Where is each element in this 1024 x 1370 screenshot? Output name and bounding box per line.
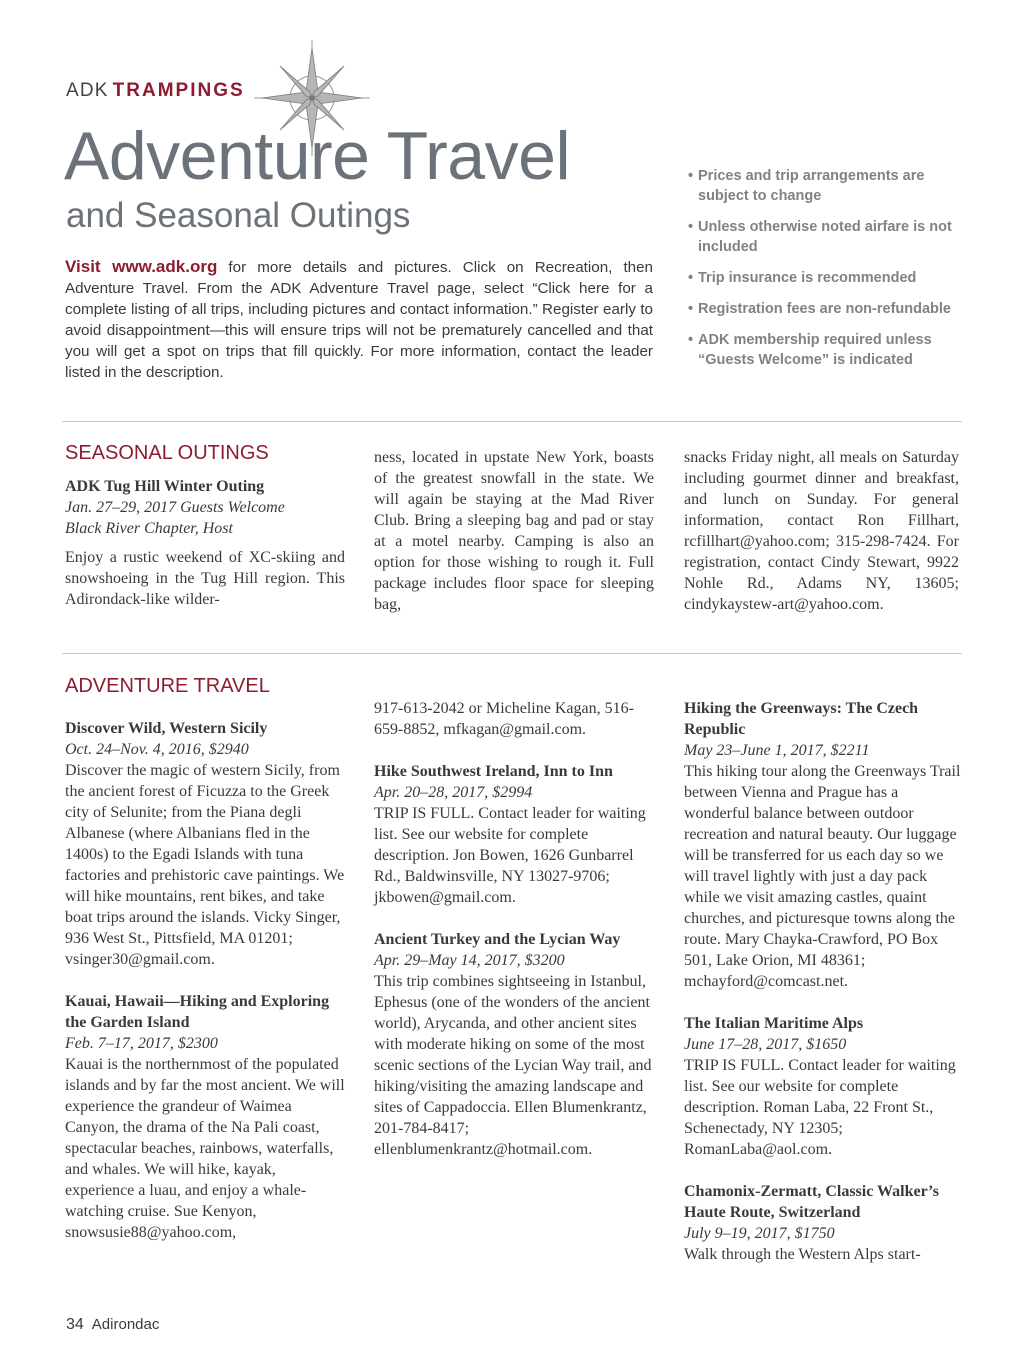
note-item: • Unless otherwise noted airfare is not included <box>688 217 958 257</box>
trip-description: Enjoy a rustic weekend of XC-skiing and snowshoeing in the Tug Hill region. This Adirondack-like wilder- <box>65 549 345 608</box>
trip-title: Discover Wild, Western Sicily <box>65 720 268 737</box>
trip-description: ness, located in upstate New York, boasts of the greatest snowfall in the state. We will again be staying at the Mad River Club. Bring a sleeping bag and pad or stay at a motel nearby. Camping is also an option for those wishing to rough it. Full package includes floor space for sleeping bag, <box>374 449 654 613</box>
section-label-prefix: ADK <box>66 80 109 101</box>
intro-text: for more details and pictures. Click on Recreation, then Adventure Travel. From the ADK Adventure Travel page, select “Click here for a complete listing of all trips, including pictures and contact information.” Register early to avoid disappointment—this will ensure trips will not be prematurely cancelled and that you will get a spot on trips that fill quickly. For more information, contact the leader listed in the description. <box>65 259 653 381</box>
note-item: • Trip insurance is recommended <box>688 268 958 288</box>
trip-title: Chamonix-Zermatt, Classic Walker’s Haute Route, Switzerland <box>684 1183 939 1221</box>
trip-description: TRIP IS FULL. Contact leader for waiting list. See our website for complete description. Roman Laba, 22 Front St., Schenectady, NY 12305; RomanLaba@aol.com. <box>684 1057 956 1158</box>
note-item: • Prices and trip arrangements are subject to change <box>688 166 958 206</box>
trip-entry <box>684 1013 964 1160</box>
trip-entry <box>65 991 345 1243</box>
trip-title: The Italian Maritime Alps <box>684 1015 864 1032</box>
trip-description: Kauai is the northernmost of the populated islands and by far the most ancient. We will experience the grandeur of Waimea Canyon, the drama of the Na Pali coast, spectacular beaches, rainbows, waterfalls, and whales. We will hike, kayak, experience a luau, and enjoy a whale-watching cruise. Sue Kenyon, snowsusie88@yahoo.com, <box>65 1056 345 1241</box>
trip-date: July 9–19, 2017, $1750 <box>684 1225 835 1242</box>
trip-date: May 23–June 1, 2017, $2211 <box>684 742 870 759</box>
trip-host: Black River Chapter, Host <box>65 520 233 537</box>
trip-date: Apr. 20–28, 2017, $2994 <box>374 784 533 801</box>
note-item: • ADK membership required unless “Guests Welcome” is indicated <box>688 330 958 370</box>
trip-title: Kauai, Hawaii—Hiking and Exploring the Garden Island <box>65 993 330 1031</box>
publication-name: Adirondac <box>91 1316 160 1333</box>
trip-date: Feb. 7–17, 2017, $2300 <box>65 1035 218 1052</box>
trip-entry-continued <box>374 698 654 740</box>
divider <box>62 653 962 654</box>
page-subtitle: and Seasonal Outings <box>66 196 411 235</box>
trip-date: Apr. 29–May 14, 2017, $3200 <box>374 952 565 969</box>
trip-description: 917-613-2042 or Micheline Kagan, 516-659-8852, mfkagan@gmail.com. <box>374 700 634 738</box>
trip-notes-list <box>688 166 958 381</box>
trip-description: Walk through the Western Alps start- <box>684 1246 921 1263</box>
trip-entry <box>65 718 345 970</box>
adventure-column-1 <box>65 718 345 1264</box>
trip-title: Hiking the Greenways: The Czech Republic <box>684 700 919 738</box>
trip-title: ADK Tug Hill Winter Outing <box>65 478 265 495</box>
trip-entry <box>684 698 964 992</box>
seasonal-column-2 <box>374 447 654 615</box>
section-label <box>66 80 245 102</box>
seasonal-column-1 <box>65 476 345 610</box>
trip-description: snacks Friday night, all meals on Saturday including gourmet dinner and breakfast, and lunch on Sunday. For general information, contact Ron Fillhart, rcfillhart@yahoo.com; 315-298-7424. For registration, contact Cindy Stewart, 9922 Nohle Rd., Adams NY, 13605; cindykaystew-art@yahoo.com. <box>684 449 959 613</box>
adventure-column-2 <box>374 698 654 1181</box>
trip-description: This trip combines sightseeing in Istanbul, Ephesus (one of the wonders of the ancient world), Arycanda, and other ancient sites with moderate hiking on some of the most scenic sections of the Lycian Way trail, and hiking/visiting the amazing landscape and sites of Cappadoccia. Ellen Blumenkrantz, 201-784-8417; ellenblumenkrantz@hotmail.com. <box>374 973 652 1158</box>
section-label-brand: TRAMPINGS <box>112 80 245 101</box>
page-number: 34 <box>66 1316 84 1333</box>
seasonal-outings-heading: SEASONAL OUTINGS <box>65 442 269 464</box>
trip-entry <box>684 1181 964 1265</box>
trip-description: TRIP IS FULL. Contact leader for waiting list. See our website for complete description. Jon Bowen, 1626 Gunbarrel Rd., Baldwinsville, NY 13027-9706; jkbowen@gmail.com. <box>374 805 646 906</box>
trip-date: Jan. 27–29, 2017 Guests Welcome <box>65 499 285 516</box>
intro-paragraph <box>65 256 653 383</box>
visit-link[interactable]: Visit www.adk.org <box>65 257 218 276</box>
trip-date: Oct. 24–Nov. 4, 2016, $2940 <box>65 741 249 758</box>
trip-entry <box>374 761 654 908</box>
trip-description: Discover the magic of western Sicily, from the ancient forest of Ficuzza to the Greek city of Selunite; from the Piana degli Albanese (where Albanians fled in the 1400s) to the Egadi Islands with tuna factories and prehistoric cave paintings. We will hike mountains, rent bikes, and take boat trips around the islands. Vicky Singer, 936 West St., Pittsfield, MA 01201; vsinger30@gmail.com. <box>65 762 345 968</box>
trip-date: June 17–28, 2017, $1650 <box>684 1036 847 1053</box>
page-footer <box>66 1316 159 1334</box>
trip-title: Hike Southwest Ireland, Inn to Inn <box>374 763 613 780</box>
adventure-column-3 <box>684 698 964 1286</box>
note-item: • Registration fees are non-refundable <box>688 299 958 319</box>
seasonal-column-3 <box>684 447 959 615</box>
page-title: Adventure Travel <box>64 118 571 194</box>
trip-entry <box>374 929 654 1160</box>
trip-title: Ancient Turkey and the Lycian Way <box>374 931 621 948</box>
trip-description: This hiking tour along the Greenways Trail between Vienna and Prague has a wonderful balance between outdoor recreation and natural beauty. Our luggage will be transferred for us each day so we will travel lightly with just a day pack while we visit amazing castles, quaint churches, and picturesque towns along the route. Mary Chayka-Crawford, PO Box 501, Lake Orion, MI 48361; mchayford@comcast.net. <box>684 763 961 990</box>
adventure-travel-heading: ADVENTURE TRAVEL <box>65 675 270 697</box>
divider <box>62 421 962 422</box>
